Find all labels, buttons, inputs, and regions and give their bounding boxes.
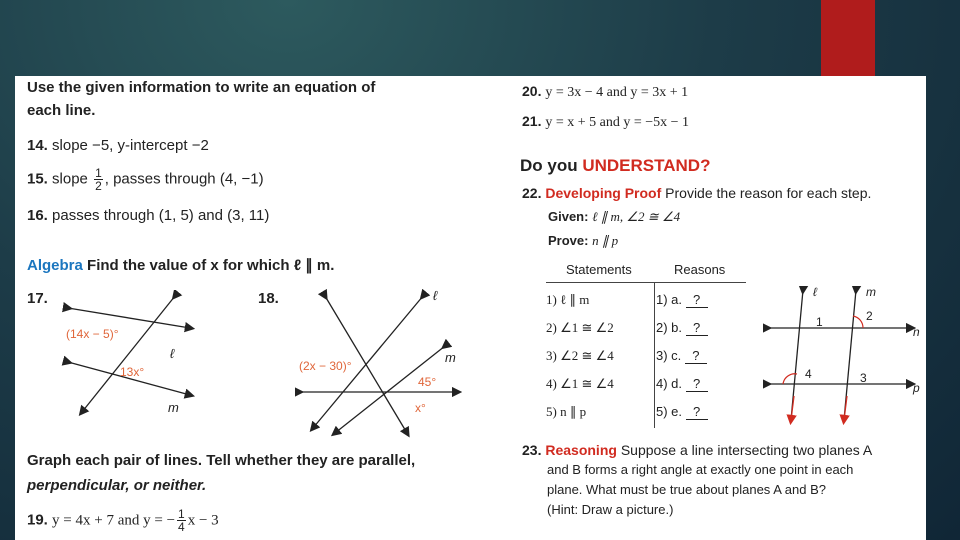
table-row: 4) ∠1 ≅ ∠4 [546,376,614,391]
diagram-angle-4: 4 [805,367,812,381]
exercise-23-line-3: plane. What must be true about planes A and B? [547,482,826,497]
fig17-angle-1: (14x − 5)° [66,327,119,341]
exercise-text-pre: y = 4x + 7 and y = − [52,512,176,529]
reasons-header: Reasons [674,262,726,277]
figure-17-number: 17. [27,290,48,307]
prove-line: Prove: n ∥ p [548,233,619,248]
algebra-text: Find the value of x for which ℓ ∥ m. [87,257,335,274]
table-row-reason: 4) d. ? [656,376,708,392]
figure-18-number: 18. [258,290,279,307]
exercise-15 [27,167,264,192]
fig18-angle-2: 45° [418,375,437,389]
fraction: $\frac{1}{4}$ [178,507,185,534]
graph-instructions-line-1: Graph each pair of lines. Tell whether they are parallel, [27,452,416,469]
diagram-angle-1: 1 [816,315,823,329]
exercise-text-post: x − 3 [187,512,219,529]
exercise-text: Suppose a line intersecting two planes A [620,442,873,458]
exercise-20 [522,83,688,101]
exercise-number: 19. [27,511,48,529]
exercise-22 [522,185,871,201]
exercise-number: 14. [27,137,48,154]
exercise-23-line-4: (Hint: Draw a picture.) [547,502,674,517]
statements-header: Statements [566,262,632,277]
exercise-text: passes through (1, 5) and (3, 11) [52,207,270,224]
exercise-number: 15. [27,170,48,188]
fig17-line-l: ℓ [170,346,175,361]
figure-17-diagram [60,290,210,420]
understand-heading: Do you UNDERSTAND? [520,156,711,175]
figure-18-diagram [295,288,475,438]
table-row: 3) ∠2 ≅ ∠4 [546,348,614,363]
exercise-number: 20. [522,83,542,99]
fig18-angle-3: x° [415,401,426,415]
exercise-23 [522,442,872,458]
exercise-number: 16. [27,207,48,224]
exercise-text: y = 3x − 4 and y = 3x + 1 [545,85,689,100]
table-divider [546,282,746,283]
fig17-angle-2: 13x° [120,365,145,379]
proof-diagram [763,286,923,426]
exercise-text-post: , passes through (4, −1) [104,170,264,188]
diagram-line-l: ℓ [813,286,817,299]
diagram-line-n: n [913,325,920,339]
algebra-heading [27,256,334,274]
algebra-label: Algebra [27,257,83,274]
fig18-line-m: m [445,350,456,365]
table-row-reason: 2) b. ? [656,320,708,336]
diagram-angle-3: 3 [860,371,867,385]
given-line: Given: ℓ ∥ m, ∠2 ≅ ∠4 [548,209,681,224]
exercise-text-pre: slope [52,170,93,188]
exercise-21 [522,113,689,131]
exercise-label: Reasoning [545,442,617,458]
exercise-number: 23. [522,442,542,458]
exercise-text: slope −5, y-intercept −2 [52,137,209,154]
table-row-reason: 1) a. ? [656,292,708,308]
table-row-reason: 3) c. ? [656,348,707,364]
exercise-text: Provide the reason for each step. [665,185,872,201]
fig18-angle-1: (2x − 30)° [299,359,352,373]
table-row-reason: 5) e. ? [656,404,708,420]
decorative-red-tab [821,0,875,76]
exercise-16 [27,207,269,224]
worksheet-page [15,76,926,540]
exercise-23-line-2: and B forms a right angle at exactly one point in each [547,462,854,477]
table-column-divider [654,282,655,428]
intro-line-1: Use the given information to write an equation of [27,79,376,96]
graph-instructions-line-2: perpendicular, or neither. [27,477,207,494]
proof-table [546,260,746,430]
exercise-label: Developing Proof [545,185,662,201]
exercise-14 [27,137,209,154]
table-row: 1) ℓ ∥ m [546,292,590,307]
table-row: 5) n ∥ p [546,404,587,419]
diagram-angle-2: 2 [866,309,873,323]
exercise-text: y = x + 5 and y = −5x − 1 [545,115,690,130]
table-row: 2) ∠1 ≅ ∠2 [546,320,614,335]
fraction: $\frac{1}{2}$ [95,166,102,193]
intro-line-2: each line. [27,102,96,119]
fig17-line-m: m [168,400,179,415]
exercise-number: 22. [522,185,542,201]
diagram-line-p: p [913,381,920,395]
diagram-line-m: m [866,286,876,299]
exercise-number: 21. [522,113,542,129]
exercise-19 [27,508,219,533]
fig18-line-l: ℓ [433,288,438,303]
